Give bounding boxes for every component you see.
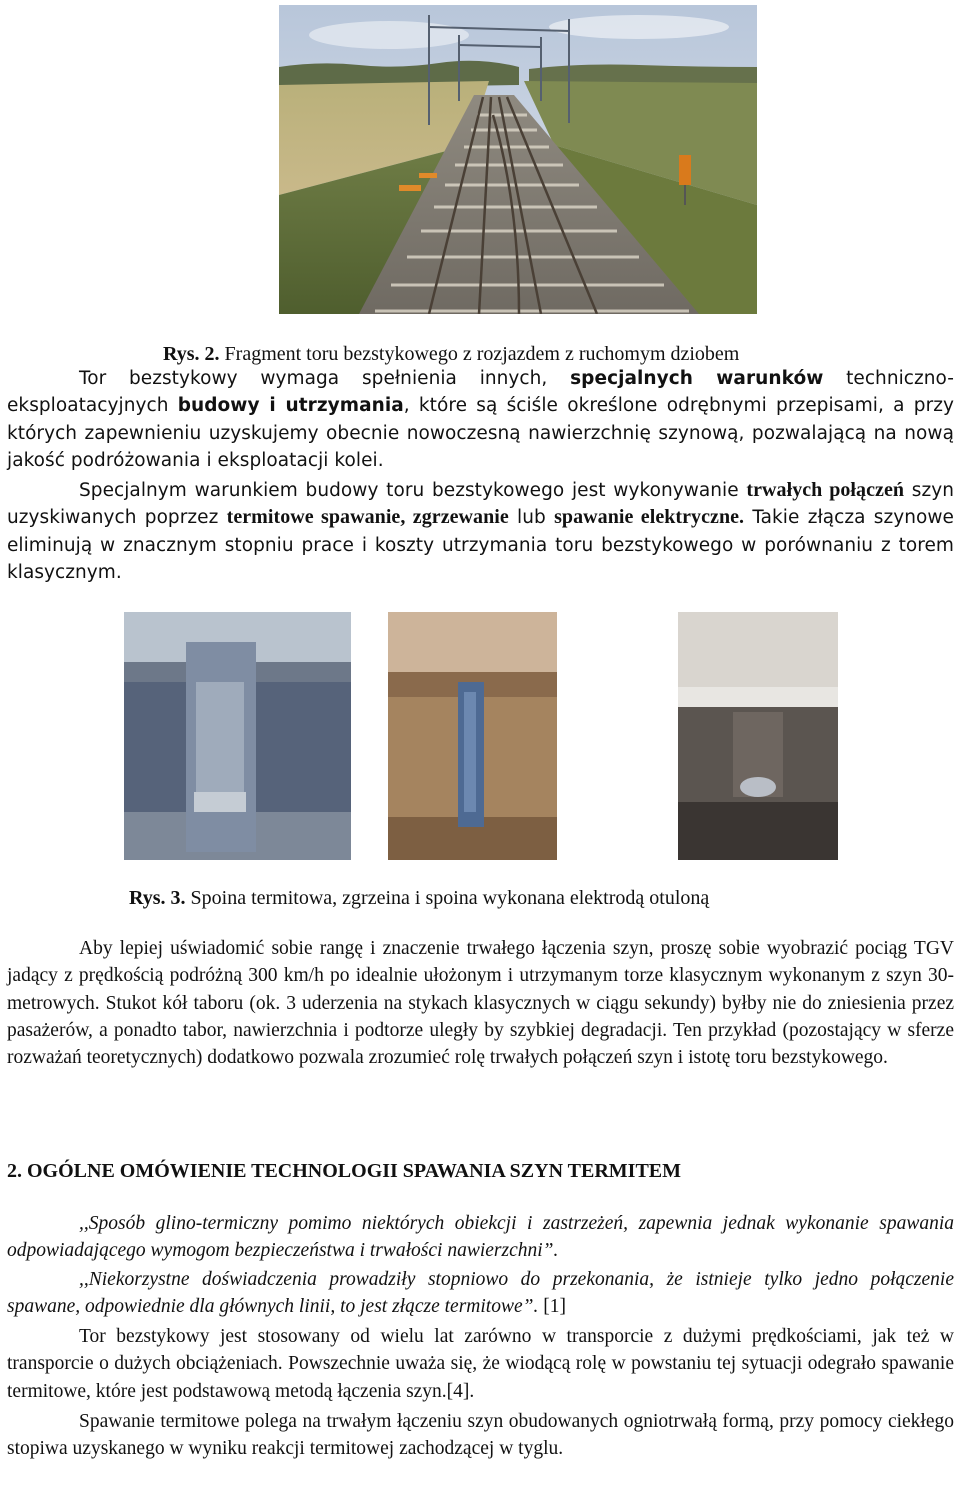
- para2-text-2: szyn uzyskiwanych poprzez: [7, 480, 954, 529]
- para2-text-3: lub: [508, 507, 555, 529]
- figure-2-caption-text: Fragment toru bezstykowego z rozjazdem z ruchomym dziobem: [219, 343, 740, 365]
- quote-alumino-thermic: ,,Sposób glino-termiczny pomimo niektórych obiekcji i zastrzeżeń, zapewnia jednak wykonanie spawania odpowiadającego wymogom bezpieczeństwa i trwałości nawierzchni”.: [7, 1213, 954, 1262]
- paragraph-continuous-track-requirements: [7, 365, 954, 475]
- paragraph-permanent-joints: [7, 477, 954, 587]
- thermite-weld-illustration: [124, 612, 351, 860]
- track-turnout-illustration: [279, 5, 757, 314]
- thermite-weld-photo: [124, 612, 351, 860]
- quote2-reference: [1]: [538, 1296, 566, 1318]
- para2-bold-3: spawanie elektryczne.: [554, 506, 745, 529]
- para1-text-2: techniczno-eksploatacyjnych: [7, 368, 954, 417]
- para2-bold-2: termitowe spawanie, zgrzewanie: [226, 506, 509, 529]
- figure-3-caption-text: Spoina termitowa, zgrzeina i spoina wykonana elektrodą otuloną: [185, 887, 710, 909]
- figure-2-label: Rys. 2.: [163, 343, 220, 365]
- para2-text-4: Takie złącza szynowe eliminują w znacznym stopniu prace i koszty utrzymania toru bezstykowego w porównaniu z torem klasycznym.: [7, 507, 954, 584]
- figure-3-label: Rys. 3.: [129, 887, 186, 909]
- paragraph-tgv-example: Aby lepiej uświadomić sobie rangę i znaczenie trwałego łączenia szyn, proszę sobie wyobrazić pociąg TGV jadący z prędkością podróżną 300 km/h po idealnie ułożonym i utrzymanym torze klasycznym wykonanym z szyn 30-metrowych. Stukot kół taboru (ok. 3 uderzenia na stykach klasycznych w ciągu sekundy) byłby nie do zniesienia przez pasażerów, a ponadto tabor, nawierzchnia i podtorze uległy by szybkiej degradacji. Ten przykład (pozostający w sferze rozważań teoretycznych) dodatkowo pozwala zrozumieć rolę trwałych połączeń szyn i istotę toru bezstykowego.: [7, 938, 954, 1069]
- electrode-weld-illustration: [678, 612, 838, 860]
- electrode-weld-photo: [678, 612, 838, 860]
- section-heading: 2. OGÓLNE OMÓWIENIE TECHNOLOGII SPAWANIA SZYN TERMITEM: [7, 1160, 682, 1182]
- paragraph-continuous-track-usage: Tor bezstykowy jest stosowany od wielu lat zarówno w transporcie z dużymi prędkościami, jak też w transporcie o dużych obciążeniach. Powszechnie uważa się, że wiodącą rolę w powstaniu tej sytuacji odegrało spawanie termitowe, które jest podstawową metodą łączenia szyn.[4].: [7, 1326, 954, 1402]
- quote-thermite-joint: [7, 1266, 954, 1321]
- figure-2-caption: [163, 342, 739, 366]
- track-turnout-photo: [279, 5, 757, 314]
- para1-text-1: Tor bezstykowy wymaga spełnienia innych,: [79, 368, 571, 389]
- flash-butt-weld-photo: [388, 612, 557, 860]
- para2-text-1: Specjalnym warunkiem budowy toru bezstykowego jest wykonywanie: [79, 480, 747, 501]
- para2-bold-1: trwałych połączeń: [746, 479, 905, 501]
- figure-3-caption: [129, 886, 709, 910]
- para1-text-3: , które są ściśle określone odrębnymi przepisami, a przy których zapewnieniu uzyskujemy obecnie nowoczesną nawierzchnię szynową, pozwalającą na nową jakość podróżowania i eksploatacji kolei.: [7, 395, 954, 472]
- para1-bold-2: budowy i utrzymania: [177, 395, 404, 417]
- quote2-text: ,,Niekorzystne doświadczenia prowadziły stopniowo do przekonania, że istnieje tylko jedno połączenie spawane, odpowiednie dla głównych linii, to jest złącze termitowe”.: [7, 1269, 954, 1318]
- paragraph-thermite-welding-definition: Spawanie termitowe polega na trwałym łączeniu szyn obudowanych ogniotrwałą formą, przy pomocy ciekłego stopiwa uzyskanego w wyniku reakcji termitowej zachodzącej w tyglu.: [7, 1411, 954, 1460]
- flash-butt-weld-illustration: [388, 612, 557, 860]
- para1-bold-1: specjalnych warunków: [570, 368, 824, 389]
